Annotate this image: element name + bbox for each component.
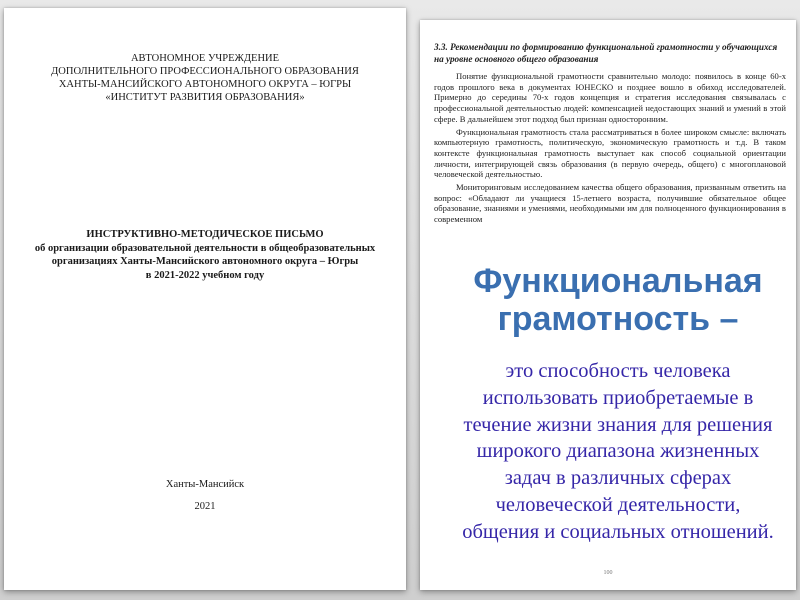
term-title — [428, 262, 800, 338]
definition-line: использовать приобретаемые в — [482, 386, 754, 409]
definition-line: широкого диапазона жизненных — [476, 440, 760, 463]
document-title-line: ИНСТРУКТИВНО-МЕТОДИЧЕСКОЕ ПИСЬМО — [86, 229, 324, 240]
definition-line: это способность человека — [505, 360, 731, 382]
body-paragraph: Мониторинговым исследованием качества общего образования, призванным ответить на вопрос: «Обладают ли учащиеся 15-летнего возраста, получившие обязательное общее образование, знаниями и умениями, необходимыми им для полноценного функционирования в современном — [434, 182, 786, 225]
body-paragraph: Понятие функциональной грамотности сравнительно молодо: появилось в конце 60-х годов прошлого века в документах ЮНЕСКО и позднее вошло в обиход исследователей. Примерно до середины 70-х годов концепция и стратегия исследования связывалась с профессиональной деятельностью людей: компенсацией недостающих знаний и умений в этой сфере. В дальнейшем этот подход был признан односторонним. — [434, 71, 786, 124]
term-definition — [428, 358, 800, 546]
definition-line: течение жизни знания для решения — [463, 413, 773, 436]
definition-line: задач в различных сферах — [504, 467, 732, 490]
left-document-page — [4, 8, 406, 590]
document-title-line: об организации образовательной деятельности в общеобразовательных — [34, 242, 376, 254]
city: Ханты-Мансийск — [165, 479, 245, 490]
definition-line: человеческой деятельности, — [495, 493, 741, 516]
organization-header — [4, 52, 406, 104]
term-title-line: Функциональная — [473, 262, 763, 300]
body-paragraph: Функциональная грамотность стала рассматриваться в более широком смысле: включать компьютерную грамотность, политическую, экономическую грамотность и т.д. В таком контексте функциональная грамотность выступает как способ социальной ориентации личности, интегрирующей связь образования (в первую очередь, общего) с многоплановой человеческой деятельностью. — [434, 126, 786, 180]
right-page-content — [434, 42, 786, 227]
document-title-line: в 2021-2022 учебном году — [145, 269, 265, 281]
term-title-line: грамотность – — [497, 300, 739, 338]
org-header-line: «ИНСТИТУТ РАЗВИТИЯ ОБРАЗОВАНИЯ» — [105, 92, 305, 103]
definition-line: общения и социальных отношений. — [462, 520, 774, 543]
section-heading: 3.3. Рекомендации по формированию функциональной грамотности у обучающихся на уровне основного общего образования — [434, 42, 778, 64]
place-and-year — [4, 478, 406, 514]
document-title-line: организациях Ханты-Мансийского автономного округа – Югры — [51, 256, 359, 267]
org-header-line: ХАНТЫ-МАНСИЙСКОГО АВТОНОМНОГО ОКРУГА – ЮГРЫ — [58, 79, 352, 90]
org-header-line: АВТОНОМНОЕ УЧРЕЖДЕНИЕ — [130, 53, 280, 64]
year: 2021 — [194, 501, 216, 512]
page-number: 100 — [603, 570, 613, 576]
document-title — [4, 228, 406, 282]
org-header-line: ДОПОЛНИТЕЛЬНОГО ПРОФЕССИОНАЛЬНОГО ОБРАЗОВАНИЯ — [51, 66, 359, 77]
